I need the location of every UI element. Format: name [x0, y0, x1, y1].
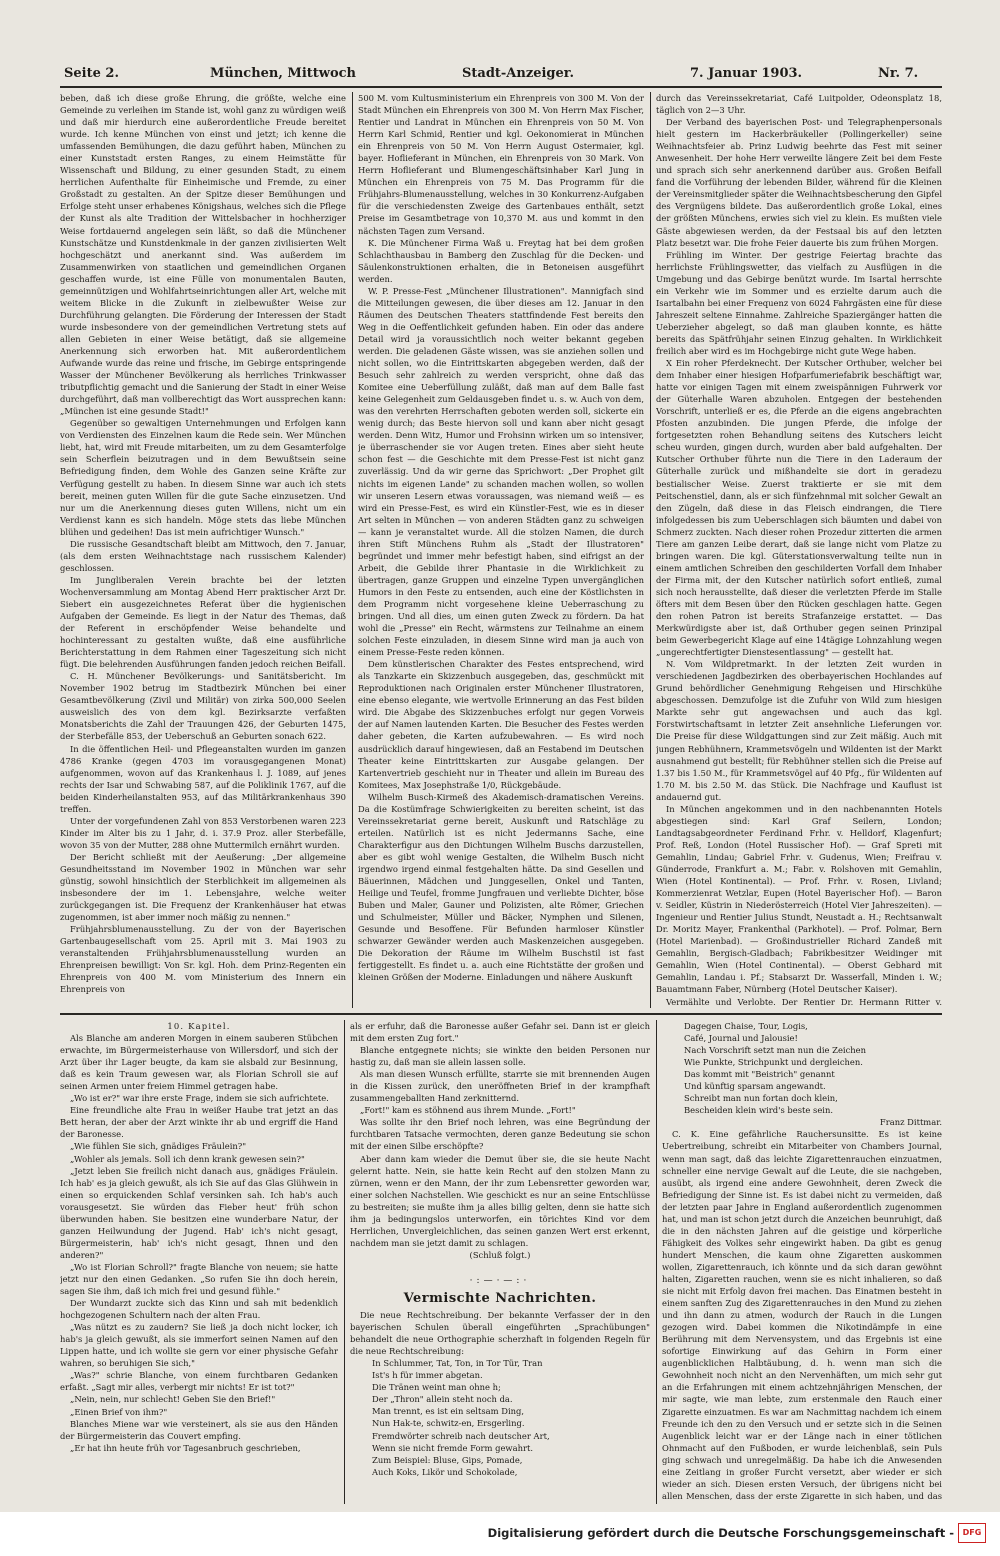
novel-text: Was sollte ihr den Brief noch lehren, was eine Begründung der furchtbaren Tatsache vermochten, deren ganze Bedeutung sie schon mit der einen Silbe erschöpfte? [350, 1117, 650, 1152]
article-flower-exhibition: Frühjahrsblumenausstellung. Zu der von der Bayerischen Gartenbaugesellschaft vom 25. April mit 3. Mai 1903 zu veranstaltenden Frühjahrsblumenausstellung wurden an Ehrenpreisen bewilligt: Von Sr. kgl. Hoh. dem Prinz-Regenten ein Ehrenpreis von 400 M. vom Ministerium des Innern ein Ehrenpreis von [60, 924, 346, 995]
page-header [60, 66, 942, 88]
novel-text: „Wo ist Florian Schroll?" fragte Blanche von neuem; sie hatte jetzt nur den einen Gedanken. „So rufen Sie ihn doch herein, sagen Sie ihm, daß ich mich frei und gesund fühle." [60, 1261, 338, 1297]
poem-line: Ist's h für immer abgetan. [372, 1370, 483, 1381]
novel-text: „Was?" schrie Blanche, von einem furchtbaren Gedanken erfaßt. „Sagt mir alles, verbergt mir nichts! Er ist tot?" [60, 1370, 338, 1393]
column-3 [656, 92, 942, 1008]
poem-line: Bescheiden klein wird's beste sein. [684, 1105, 834, 1116]
column-2 [358, 92, 644, 1008]
poem-line: Café, Journal und Jalousie! [684, 1033, 798, 1044]
novel-column-2 [350, 1020, 650, 1504]
section-ornament: ·:—·—:· [469, 1275, 531, 1286]
article-new-spelling: Die neue Rechtschreibung. Der bekannte Verfasser der in den bayerischen Schulen überall eingeführten „Sprachübungen" behandelt die neue Orthographie scherzhaft in folgenden Regeln für die neue Rechtschreibung: [350, 1310, 650, 1357]
header-place: München, Mittwoch [210, 66, 357, 81]
article-text: Unter der vorgefundenen Zahl von 853 Verstorbenen waren 223 Kinder im Alter bis zu 1 Jahr, d. i. 37.9 Proz. aller Sterbefälle, wovon 35 von der Mutter, 288 ohne Muttermilch ernährt wurden. [60, 815, 346, 850]
header-rule [60, 86, 942, 88]
poem-line: Wenn sie nicht fremde Form gewahrt. [372, 1442, 533, 1453]
poem-line: Das kommt mit "Beistrich" genannt [684, 1069, 835, 1080]
chapter-heading: 10. Kapitel. [167, 1021, 231, 1031]
article-arrivals: In München angekommen und in den nachbenannten Hotels abgestiegen sind: Karl Graf Seilern, London; Landtagsabgeordneter Ferdinand Frhr. v. Helldorf, Klagenfurt; Prof. Reß, London (Hotel Russischer Hof). — Graf Spreti mit Gemahlin, Lindau; Gabriel Frhr. v. Gudenus, Wien; Freifrau v. Günderrode, Frankfurt a. M.; Fabr. v. Rolshoven mit Gemahlin, Wien (Hotel Kontinental). — Prof. Frhr. v. Rosen, Livland; Kommerzienrat Wetzlar, Eupen (Hotel Bayerischer Hof). — Baron v. Seidler, Küstrin in Niederösterreich (Hotel Vier Jahreszeiten). — Ingenieur und Rentier Julius Stundt, Neustadt a. H.; Rechtsanwalt Dr. Moritz Mayer, Frankenthal (Parkhotel). — Prof. Polmar, Bern (Hotel Marienbad). — Großindustrieller Richard Zandeß mit Gemahlin, Bergisch-Gladbach; Fabrikbesitzer Weidinger mit Gemahlin, Wien (Hotel Continental). — Oberst Gebhard mit Gemahlin, Landau i. Pf.; Stabsarzt Dr. Wasserfall, Minden i. W.; Bauamtmann Faber, Nürnberg (Hotel Deutscher Kaiser). [656, 803, 942, 995]
feuilleton-rule [60, 1013, 942, 1015]
column-divider [656, 1020, 657, 1504]
footer-credit: Digitalisierung gefördert durch die Deutsche Forschungsgemeinschaft - [487, 1526, 954, 1540]
article-text: beben, daß ich diese große Ehrung, die größte, welche eine Gemeinde zu verleihen im Stande ist, wohl ganz zu würdigen weiß und daß mir hierdurch eine außerordentliche Freude bereitet wurde. Ich kenne München von einst und jetzt; ich kenne die umfassenden Bemühungen, die dazu geführt haben, München zu einer Kunststadt ersten Ranges, zu einem Heimstätte für Wissenschaft und Bildung, zu einer gesunden Stadt, zu einem herrlichen Aufenthalte für Einheimische und Fremde, zu einer Großstadt zu gestalten. An der Spitze dieser Bemühungen und Erfolge steht unser erhabenes Königshaus, welches sich die Pflege der Kunst als alte Tradition der Wittelsbacher in hochherziger Weise fortdauernd angelegen sein läßt, so daß die Münchener Kunstschätze und Kunstdenkmale in der ganzen zivilisierten Welt hochgeschätzt und anerkannt sind. Was außerdem im Zusammenwirken von staatlichen und gemeindlichen Organen geschaffen wurde, ist eine Fülle von monumentalen Bauten, gemeinnützigen und Wohlfahrtseinrichtungen aller Art, welche mit weitem Blicke in die Zukunft in zielbewußter Weise zur Durchführung gelangten. Die Förderung der Interessen der Stadt wurde insbesondere von der gemeindlichen Vertretung stets auf allen Gebieten in einer Weise betätigt, daß sie allgemeine Anerkennung sich erworben hat. Mit außerordentlichem Aufwande wurde das reine und frische, im Gebirge entspringende Wasser der Münchener Bevölkerung als herrliches Trinkwasser tributpflichtig gemacht und die Sanierung der Stadt in einer Weise durchgeführt, daß man vollberechtigt das Wort aussprechen kann: „München ist eine gesunde Stadt!" [60, 93, 346, 417]
article-post-telegraph-union: Der Verband des bayerischen Post- und Telegraphenpersonals hielt gestern im Hackerbräukeller (Pollingerkeller) seine Weihnachtsfeier ab. Prinz Ludwig beehrte das Fest mit seiner Anwesenheit. Der hohe Herr verweilte längere Zeit bei dem Feste und sprach sich sehr anerkennend darüber aus. Großen Beifall fand die Vorführung der lebenden Bilder, während für die Kleinen der Vereinsmitglieder später die Weihnachtsbescherung den Gipfel des Vergnügens bildete. Das außerordentlich große Lokal, eines der größten Münchens, erwies sich viel zu klein. Es mußten viele Gäste abgewiesen werden, da der Festsaal bis auf den letzten Platz besetzt war. Die frohe Feier dauerte bis zum frühen Morgen. [656, 117, 942, 248]
dfg-logo: DFG [958, 1523, 986, 1543]
novel-text: Als man diesen Wunsch erfüllte, starrte sie mit brennenden Augen in die Kissen zurück, den uneröffneten Brief in der krampfhaft zusammengeballten Hand zerknitternd. [350, 1069, 650, 1104]
novel-text: „Wohler als jemals. Soll ich denn krank gewesen sein?" [70, 1153, 305, 1164]
poem-line: In Schlummer, Tat, Ton, in Tor Tür, Tran [372, 1358, 543, 1369]
header-issue-number: Nr. 7. [878, 66, 919, 81]
poem-line: Zum Beispiel: Bluse, Gips, Pomade, [372, 1454, 523, 1465]
header-date: 7. Januar 1903. [690, 66, 803, 81]
article-wilhelm-busch-kirmess: Wilhelm Busch-Kirmeß des Akademisch-dramatischen Vereins. Da die Kostümfrage Schwierigkeiten zu bereiten scheint, ist das Vereinssekretariat gerne bereit, Auskunft und Ratschläge zu erteilen. Natürlich ist es nicht Jedermanns Sache, eine Charakterfigur aus den Dichtungen Wilhelm Buschs darzustellen, aber es gibt wohl wenige Gestalten, die Wilhelm Busch nicht irgendwo irgend einmal festgehalten hätte. Da sind Gesellen und Bäuerinnen, Mädchen und Junggesellen, Onkel und Tanten, Heilige und Teufel, fromme Jungfrauen und verliebte Dichter, böse Buben und Maler, Gauner und Polizisten, alte Römer, Griechen und Schulmeister, Müller und Bäcker, Nymphen und Silenen, Gesunde und Besoffene. Für Befunden harmloser Künstler schwarzer Gewänder werden auch Maskenzeichen ausgegeben. Die Dekoration der Räume im Wilhelm Buschstil ist fast fertiggestellt. Es findet u. a. auch eine Richtstätte der großen und kleinen Größen der Moderne. Einladungen und nähere Auskunft [358, 791, 644, 983]
column-divider [352, 92, 353, 1008]
poem-line: Wie Punkte, Strichpunkt und dergleichen. [684, 1057, 863, 1068]
poem-line: Fremdwörter schreib nach deutscher Art, [372, 1430, 550, 1441]
novel-text: „Er hat ihn heute früh vor Tagesanbruch geschrieben, [70, 1442, 301, 1453]
header-paper-name: Stadt-Anzeiger. [462, 66, 574, 81]
poem-line: Schreibt man nun fortan doch klein, [684, 1093, 838, 1104]
novel-text: Der Wundarzt zuckte sich das Kinn und sah mit bedenklich hochgezogenen Schultern nach der alten Frau. [60, 1298, 338, 1321]
article-text: 500 M. vom Kultusministerium ein Ehrenpreis von 300 M. Von der Stadt München ein Ehrenpreis von 300 M. Von Herrn Max Fischer, Rentier und Landrat in München ein Ehrenpreis von 50 M. Von Herrn Karl Schmid, Rentier und kgl. Oekonomierat in München ein Ehrenpreis von 50 M. Von Herrn August Ostermaier, kgl. bayer. Hoflieferant in München, ein Ehrenpreis von 30 Mark. Von Herrn Hoflieferant und Blumengeschäftsinhaber Karl Jung in München ein Ehrenpreis von 75 M. Das Programm für die Frühjahrs-Blumenausstellung, welches in 30 Konkurrenz-Aufgaben für die verschiedensten Zweige des Gartenbaues enthält, setzt Preise im Gesamtbetrage von 10,370 M. aus und kommt in den nächsten Tagen zum Versand. [358, 93, 644, 236]
novel-text: Eine freundliche alte Frau in weißer Haube trat jetzt an das Bett heran, der aber der Arzt winkte ihr ab und ergriff die Hand der Baronesse. [60, 1105, 338, 1140]
novel-text: „Wie fühlen Sie sich, gnädiges Fräulein?" [70, 1141, 247, 1152]
novel-text: „Jetzt leben Sie freilich nicht danach aus, gnädiges Fräulein. Ich hab' es ja gleich gewußt, als ich Sie auf das Glas Glühwein in einen so erquickenden Schlaf versinken sah. Ich hab's auch vorausgesetzt. Sie würden das Fieber heut' früh schon überwunden haben. Sie besitzen eine wunderbare Natur, der ganzen Heilwundung der Jugend. Hab' ich's nicht gesagt, Bürgermeisterin, hab' ich's nicht gesagt, Ihnen und den anderen?" [60, 1165, 338, 1260]
article-game-market: N. Vom Wildpretmarkt. In der letzten Zeit wurden in verschiedenen Jagdbezirken des oberbayerischen Hochlandes auf Grund behördlicher Genehmigung Rehgeisen und Hirschkühe abgeschossen. Demzufolge ist die Zufuhr von Wild zum hiesigen Markte sehr gut angewachsen und auch das kgl. Forstwirtschaftsamt in letzter Zeit ansehnliche Lieferungen vor. Die Preise für diese Wildgattungen sind zur Zeit mäßig. Auch mit jungen Rebhühnern, Krammetsvögeln und Wildenten ist der Markt ausnahmend gut bestellt; für Rebhühner stellen sich die Preise auf 1.37 bis 1.50 M., für Krammetsvögel auf 40 Pfg., für Wildenten auf 1.70 M. bis 2.50 M. das Stück. Die Nachfrage und Kauflust ist andauernd gut. [656, 659, 942, 802]
article-spring-in-winter: Frühling im Winter. Der gestrige Feiertag brachte das herrlichste Frühlingswetter, das vielfach zu Ausflügen in die Umgebung und das Gebirge benützt wurde. Im Isartal herrschte ein Verkehr wie im Sommer und es erzielte darum auch die Isartalbahn bei einer Frequenz von 6024 Fahrgästen eine für diese Jahreszeit seltene Einnahme. Zahlreiche Spaziergänger hatten die Ueberzieher abgelegt, so daß man glauben konnte, es hätte bereits das Spätfrühjahr seinen Einzug gehalten. In Wirklichkeit freilich aber wird es im Hochgebirge nicht gute Wege haben. [656, 249, 942, 356]
article-press-festival: W. P. Presse-Fest „Münchener Illustrationen". Mannigfach sind die Mitteilungen gewesen, die über dieses am 12. Januar in den Räumen des Deutschen Theaters stattfindende Fest bereits den Weg in die Oeffentlichkeit gefunden haben. Ein oder das andere Detail wird ja voraussichtlich noch weiter bekannt gegeben werden. Die geladenen Gäste wissen, was sie anziehen sollen und nicht sollen, wo die Eintrittskarten abgegeben werden, daß der Besuch sehr zahlreich zu werden verspricht, ohne daß das Komitee eine Ueberfüllung zuläßt, daß man auf dem Balle fast keine Gelegenheit zum Geldausgeben findet u. s. w. Auch von dem, was den verehrten Herrschaften geboten werden soll, sickerte ein wenig durch; das Beste hiervon soll und kann aber nicht gesagt werden. Denn Witz, Humor und Frohsinn wirken um so intensiver, je überraschender sie vor Augen treten. Eines aber sieht heute schon fest — die Geschichte mit dem Presse-Fest ist nicht ganz zuverlässig. Und da wir gerne das Sprichwort: „Der Prophet gilt nichts im eigenen Lande" zu schanden machen wollen, so wollen wir unseren Lesern etwas voraussagen, was niemand weiß — es wird ein Presse-Fest, es wird ein Künstler-Fest, wie es in dieser Art selten in München — von anderen Städten ganz zu schweigen — kann je veranstaltet wurde. All die stolzen Namen, die durch ihren Stift Münchens Ruhm als „Stadt der Illustratoren" begründet und immer mehr befestigt haben, sind eifrigst an der Arbeit, die Gebilde ihrer Phantasie in die Wirklichkeit zu übertragen, ganze Gruppen und einzelne Typen unvergänglichen Humors in den Feste zu entsenden, auch eine der Köstlichsten in dem Programm nicht vorgesehene kleine Ueberraschung zu bringen. Und all dies, um einen guten Zweck zu fördern. Da hat wohl die „Presse" ein Recht, wärmstens zur Teilnahme an einem solchen Feste einzuladen, in diesem Sinne wird man ja auch von einem Presse-Feste reden können. [358, 285, 644, 658]
article-russian-embassy: Die russische Gesandtschaft bleibt am Mittwoch, den 7. Januar, (als dem ersten Weihnachtstage nach russischem Kalender) geschlossen. [60, 538, 346, 573]
article-population-report: C. H. Münchener Bevölkerungs- und Sanitätsbericht. Im November 1902 betrug im Stadtbezirk München bei einer Gesamtbevölkerung (Zivil und Militär) von zirka 500,000 Seelen ausweislich des von dem kgl. Bezirksarzte verfaßten Monatsberichts die Zahl der Trauungen 426, der Geburten 1475, der Sterbefälle 853, der Ueberschuß an Geburten sonach 622. [60, 671, 346, 742]
article-rough-coachman: X Ein roher Pferdeknecht. Der Kutscher Orthuber, welcher bei dem Inhaber einer hiesigen Hofparfumeriefabrik beschäftigt war, hatte vor einigen Tagen mit einem zweispännigen Fuhrwerk vor der Güterhalle Waren abzuholen. Entgegen der bestehenden Vorschrift, unterließ er es, die Pferde an die eigens angebrachten Pfosten anzubinden. Die jungen Pferde, die infolge der fortgesetzten rohen Behandlung seitens des Kutschers leicht scheu wurden, gingen durch, wurden aber bald aufgehalten. Der Kutscher Orthuber führte nun die Tiere in den Laderaum der Güterhalle zurück und mißhandelte sie dort in geradezu bestialischer Weise. Zuerst traktierte er sie mit dem Peitschenstiel, dann, als er sich fünfzehnmal mit solcher Gewalt an den Zügeln, daß diese in das Fleisch eindrangen, die Tiere infolgedessen bis zum Ueberschlagen sich bäumten und dabei von Schmerz zuckten. Nach dieser rohen Prozedur zitterten die armen Tiere am ganzen Leibe derart, daß sie lange nicht vom Platze zu bringen waren. Die kgl. Güterstationsverwaltung teilte nun in einem amtlichen Schreiben den geschilderten Vorfall dem Inhaber der Firma mit, der den Kutscher natürlich sofort entließ, zumal sich noch herausstellte, daß dieser die verletzten Pferde im Stalle öfters mit dem Besen über den Rücken geschlagen hatte. Gegen den rohen Patron ist bereits Strafanzeige erstattet. — Das Merkwürdigste aber ist, daß Orthuber gegen seinen Prinzipal beim Gewerbegericht Klage auf eine 14tägige Lohnzahlung wegen „ungerechtfertigter Dienstesentlassung" — gestellt hat. [656, 358, 942, 658]
article-text: Gegenüber so gewaltigen Unternehmungen und Erfolgen kann von Verdiensten des Einzelnen kaum die Rede sein. Wer München liebt, hat, wird mit Freude mitarbeiten, um zu dem Gesamterfolge sein Scherflein beizutragen und in dem Bewußtsein seine Befriedigung finden, dem Wohle des Ganzen seine Kräfte zur Verfügung gestellt zu haben. In diesem Sinne war auch ich stets bereit, meinen guten Willen für die gute Sache einzusetzen. Und nur um die Anerkennung dieses guten Willens, nicht um ein Verdienst kann es sich handeln. Möge stets das liebe München blühen und gedeihen! Das ist mein aufrichtiger Wunsch." [60, 418, 346, 537]
novel-text: Blanche entgegnete nichts; sie winkte den beiden Personen nur hastig zu, daß man sie allein lassen solle. [350, 1045, 650, 1068]
poem-line: Der „Thron" allein steht noch da. [372, 1394, 513, 1405]
article-jungliberal-verein: Im Jungliberalen Verein brachte bei der letzten Wochenversammlung am Montag Abend Herr praktischer Arzt Dr. Siebert ein ausgezeichnetes Referat über die hygienischen Aufgaben der Gemeinde. Es liegt in der Natur des Themas, daß der Referent in erschöpfender Weise behandelte und hochinteressant zu gestalten wußte, daß eine ausführliche Berichterstattung in dem Rahmen einer Tageszeitung sich nicht fügt. Die belehrenden Ausführungen fanden jedoch reichen Beifall. [60, 574, 346, 670]
novel-text: „Fort!" kam es stöhnend aus ihrem Munde. „Fort!" [360, 1105, 576, 1116]
digitization-footer [0, 1512, 1000, 1556]
article-firm-wass-freytag: K. Die Münchener Firma Waß u. Freytag hat bei dem großen Schlachthausbau in Bamberg den Zuschlag für die Decken- und Säulenkonstruktionen erhalten, die in Betoneisen ausgeführt werden. [358, 237, 644, 284]
novel-text: Aber dann kam wieder die Demut über sie, die sie heute Nacht gelernt hatte. Nein, sie hatte kein Recht auf den stolzen Mann zu zürnen, wenn er den Mann, der ihr zum Lebensretter geworden war, einer solchen Nachstellen. Wie geschickt es nur an seine Entschlüsse zu bestreiten; sie mußte ihm ja alles billig gelten, denn sie hatte sich ihm ja bedingungslos unterworfen, ein törichtes Kind vor dem Herrlichen, Unvergleichlichen, das seinen ganzen Wert erst erkennt, nachdem man sie jetzt damit zu schlagen. [350, 1153, 650, 1248]
novel-column-1 [60, 1020, 338, 1504]
article-text: Der Bericht schließt mit der Aeußerung: „Der allgemeine Gesundheitsstand im November 1902 in München war sehr günstig, sowohl hinsichtlich der Sterblichkeit im allgemeinen als insbesondere der im 1. Lebensjahre, welche weiter zurückgegangen ist. Die Frequenz der Krankenhäuser hat etwas zugenommen, ist aber immer noch mäßig zu nennen." [60, 851, 346, 923]
poem-line: Man trennt, es ist ein seltsam Ding, [372, 1406, 525, 1417]
section-heading: Vermischte Nachrichten. [403, 1290, 597, 1306]
column-divider [344, 1020, 345, 1504]
novel-text: „Was nützt es zu zaudern? Sie ließ ja doch nicht locker, ich hab's ja gleich gewußt, als sie immerfort seinen Namen auf den Lippen hatte, und ich wollte sie gern vor einer physische Gefahr wahren, so beruhigen Sie sich," [60, 1322, 338, 1369]
novel-text: Blanches Miene war wie versteinert, als sie aus den Händen der Bürgermeisterin das Couvert empfing. [60, 1418, 338, 1441]
novel-text: „Nein, nein, nur schlecht! Geben Sie den Brief!" [70, 1394, 276, 1405]
article-text: Dem künstlerischen Charakter des Festes entsprechend, wird als Tanzkarte ein Skizzenbuch ausgegeben, das, geschmückt mit Reproduktionen nach Originalen erster Münchener Illustratoren, eine ebenso elegante, wie wertvolle Erinnerung an das Fest bilden wird. Die Abgabe des Skizzenbuches erfolgt nur gegen Vorweis der auf Namen lautenden Karten. Die Besucher des Festes werden daher gebeten, die Karten aufzubewahren. — Es wird noch ausdrücklich darauf hingewiesen, daß an Festabend im Deutschen Theater keine Eintrittskarten zur Ausgabe gelangen. Der Kartenvertrieb geschieht nur in Theater und allein im Bureau des Komitees, Max Josephstraße 1/0, Rückgebäude. [358, 659, 644, 790]
column-divider [650, 92, 651, 1008]
article-text: In die öffentlichen Heil- und Pflegeanstalten wurden im ganzen 4786 Kranke (gegen 4703 im vorausgegangenen Monat) aufgenommen, wovon auf das Krankenhaus l. J. 1089, auf jenes rechts der Isar und Schwabing 587, auf die Poliklinik 1767, auf die beiden Kinderheilanstalten 953, auf das Militärkrankenhaus 390 treffen. [60, 743, 346, 814]
header-page-number: Seite 2. [64, 66, 119, 81]
poem-line: Dagegen Chaise, Tour, Logis, [684, 1021, 808, 1031]
article-text: durch das Vereinssekretariat, Café Luitpolder, Odeonsplatz 18, täglich von 2—3 Uhr. [656, 93, 942, 116]
poem-line: Und künftig sparsam angewandt. [684, 1081, 826, 1092]
poem-line: Nach Vorschrift setzt man nun die Zeichen [684, 1045, 867, 1056]
to-be-continued-note: (Schluß folgt.) [469, 1249, 531, 1260]
misc-column-3 [662, 1020, 942, 1504]
poem-author: Franz Dittmar. [879, 1117, 942, 1128]
poem-line: Die Tränen weint man ohne h; [372, 1382, 501, 1393]
poem-line: Auch Koks, Likör und Schokolade, [372, 1466, 518, 1477]
novel-text: „Einen Brief von ihm?" [70, 1406, 168, 1417]
article-cigarette-habit: C. K. Eine gefährliche Rauchersunsitte. Es ist keine Uebertreibung, schreibt ein Mitarbeiter von Chambers Journal, wenn man sagt, daß das leichte Zigarettenrauchen einzuatmen, schneller eine nervige Gewalt auf die Leute, die sie nachgeben, ausübt, als irgend eine andere Gewohnheit, deren Zweck die Befriedigung der Sinne ist. Es ist dabei nicht zu vermeiden, daß der letzten paar Jahre in England außerordentlich zugenommen hat, und man ist schon jetzt durch die Anzeichen beunruhigt, daß die in den nächsten Jahren auf die geistige und körperliche Fähigkeit des Volkes sehr eingewirkt haben. Da gibt es genug hundert Menschen, die kaum ohne Zigaretten auskommen wollen, Zigarettenrauch, ich könnte und da sich daran gewöhnt halten, Zigaretten rauchen, wenn sie es nicht inhalieren, so daß sie nicht mit Erfolg davon frei machen. Das Einatmen besteht in einem sanften Zug des Zigarettenrauches in den Mund zu ziehen und ihn dann zu atmen, wodurch der Rauch in die Lungen gezogen wird. Dabei kommen die Nikotindämpfe in eine Berührung mit dem Nervensystem, und das Ergebnis ist eine sofortige Einwirkung auf das Gehirn in Form einer augenblicklichen Halbtäubung, d. h. wenn man sich die Gewohnheit noch nicht an den Nervenhäften, um mich sehr gut an die Erfahrungen mit einem achtzehnjährigen Menschen, der mir sagte, wie man lebte, zum erstenmale den Rauch einer Zigarette einzuatmen. Es war am Nachmittag nachdem ich einem Freunde ich den zu den Versuch und er setzte sich in die Seinen Augenblick leicht war er der Länge nach in einer tötlichen Ohnmacht auf den Fußboden, er wurde leichenblaß, sein Puls ging schwach und unregelmäßig. Da habe ich die Anwesenden eine Zeitlang in großer Furcht versetzt, aber wieder er sich wieder an sich. Diesen ersten Versuch, der übrigens nicht bei allen Menschen, dass der erste Zigarette in sich haben, und das [662, 1129, 942, 1501]
article-engagements: Vermählte und Verlobte. Der Rentier Dr. Hermann Ritter v. [666, 996, 942, 1007]
novel-text: „Wo ist er?" war ihre erste Frage, indem sie sich aufrichtete. [70, 1093, 329, 1104]
novel-text: Als Blanche am anderen Morgen in einem sauberen Stübchen erwachte, im Bürgermeisterhause von Willersdorf, und sich der Arzt über ihr Lager beugte, da kam sie alsbald zur Besinnung, daß es kein Traum gewesen war, als Florian Schroll sie auf seinen Armen unter freiem Himmel getragen habe. [60, 1033, 338, 1092]
column-1 [60, 92, 346, 1008]
poem-line: Nun Hak-te, schwitz-en, Ersgerling. [372, 1418, 525, 1429]
novel-text: als er erfuhr, daß die Baronesse außer Gefahr sei. Dann ist er gleich mit dem ersten Zug fort." [350, 1021, 650, 1044]
